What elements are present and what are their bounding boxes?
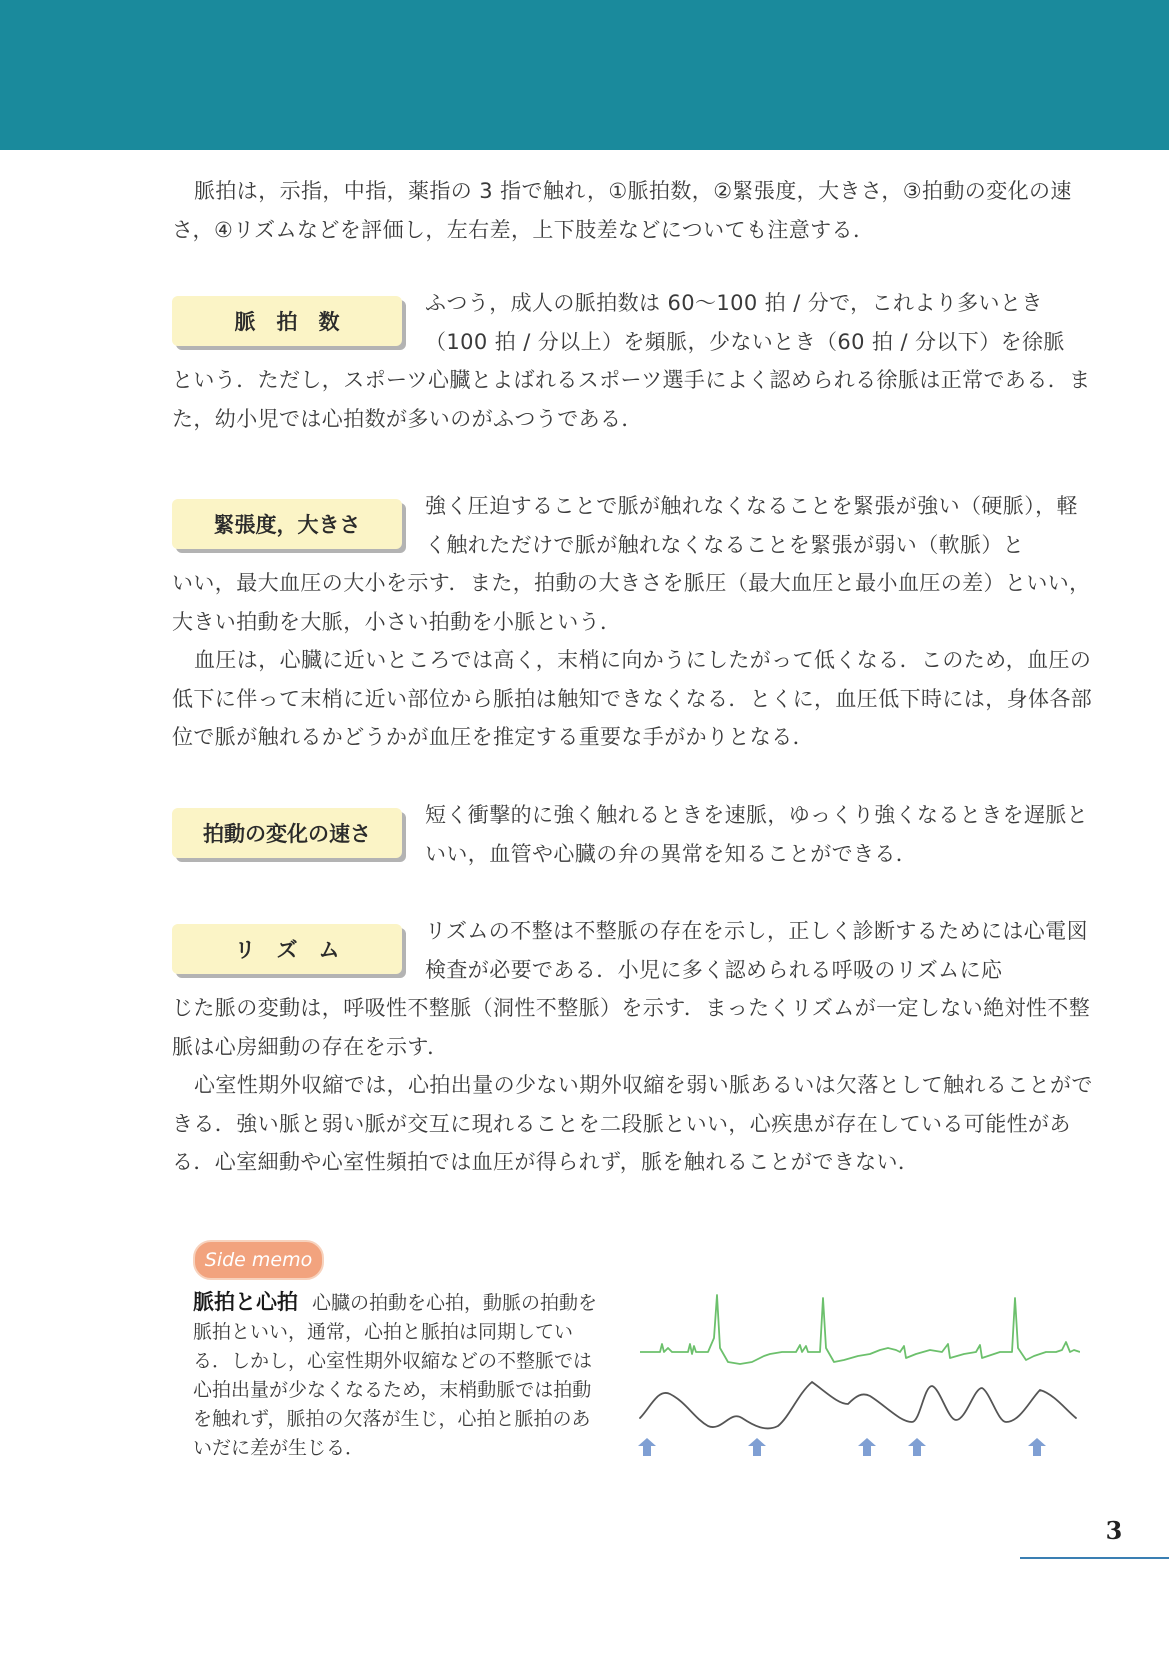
pulse-trace xyxy=(640,1382,1076,1428)
side-memo-title: 脈拍と心拍 xyxy=(193,1290,298,1314)
pulse-rate-paragraph-cont: という．ただし，スポーツ心臓とよばれるスポーツ選手によく認められる徐脈は正常である．また，幼小児では心拍数が多いのがふつうである． xyxy=(172,368,1091,431)
arrow-up-icon xyxy=(908,1438,926,1456)
ecg-pulse-figure xyxy=(630,1290,1080,1470)
pulse-speed-paragraph: 短く衝撃的に強く触れるときを速脈，ゆっくり強くなるときを遅脈といい，血管や心臓の弁の異常を知ることができる． xyxy=(425,803,1089,866)
label-pulse-speed: 拍動の変化の速さ xyxy=(172,808,402,858)
arrow-up-icon xyxy=(1028,1438,1046,1456)
side-memo-badge: Side memo xyxy=(193,1240,324,1280)
side-memo-body: 心臓の拍動を心拍，動脈の拍動を脈拍といい，通常，心拍と脈拍は同期している．しかし，心室性期外収縮などの不整脈では心拍出量が少なくなるため，末梢動脈では拍動を触れず，脈拍の欠落が生じ，心拍と脈拍のあいだに差が生じる． xyxy=(193,1292,598,1459)
beat-arrows xyxy=(638,1438,1046,1456)
side-memo-text xyxy=(193,1288,600,1463)
pressure-paragraph: 血圧は，心臓に近いところでは高く，末梢に向かうにしたがって低くなる．このため，血圧の低下に伴って末梢に近い部位から脈拍は触知できなくなる．とくに，血圧低下時には，身体各部位で脈が触れるかどうかが血圧を推定する重要な手がかりとなる． xyxy=(172,648,1093,749)
header-band xyxy=(0,0,1169,150)
tension-paragraph: 強く圧迫することで脈が触れなくなることを緊張が強い（硬脈），軽く触れただけで脈が触れなくなることを緊張が弱い（軟脈）と xyxy=(425,494,1078,557)
intro-paragraph: 脈拍は，示指，中指，薬指の 3 指で触れ，①脈拍数，②緊張度，大きさ，③拍動の変化の速さ，④リズムなどを評価し，左右差，上下肢差などについても注意する． xyxy=(172,179,1072,242)
ecg-trace xyxy=(640,1295,1080,1364)
ventricular-paragraph: 心室性期外収縮では，心拍出量の少ない期外収縮を弱い脈あるいは欠落として触れることができる．強い脈と弱い脈が交互に現れることを二段脈といい，心疾患が存在している可能性がある．心室細動や心室性頻拍では血圧が得られず，脈を触れることができない． xyxy=(172,1073,1093,1174)
label-tension-size: 緊張度，大きさ xyxy=(172,499,402,549)
label-pulse-rate: 脈 拍 数 xyxy=(172,296,402,346)
page-number: 3 xyxy=(1105,1516,1123,1545)
footer-rule xyxy=(1020,1557,1169,1559)
arrow-up-icon xyxy=(858,1438,876,1456)
tension-paragraph-cont: いい，最大血圧の大小を示す．また，拍動の大きさを脈圧（最大血圧と最小血圧の差）といい，大きい拍動を大脈，小さい拍動を小脈という． xyxy=(172,571,1091,634)
pulse-rate-paragraph: ふつう，成人の脈拍数は 60〜100 拍 / 分で，これより多いとき（100 拍 / 分以上）を頻脈，少ないとき（60 拍 / 分以下）を徐脈 xyxy=(425,291,1065,354)
arrow-up-icon xyxy=(748,1438,766,1456)
label-rhythm: リ ズ ム xyxy=(172,924,402,974)
arrow-up-icon xyxy=(638,1438,656,1456)
rhythm-paragraph: リズムの不整は不整脈の存在を示し，正しく診断するためには心電図検査が必要である．小児に多く認められる呼吸のリズムに応 xyxy=(425,919,1088,982)
rhythm-paragraph-cont: じた脈の変動は，呼吸性不整脈（洞性不整脈）を示す．まったくリズムが一定しない絶対性不整脈は心房細動の存在を示す． xyxy=(172,996,1091,1059)
